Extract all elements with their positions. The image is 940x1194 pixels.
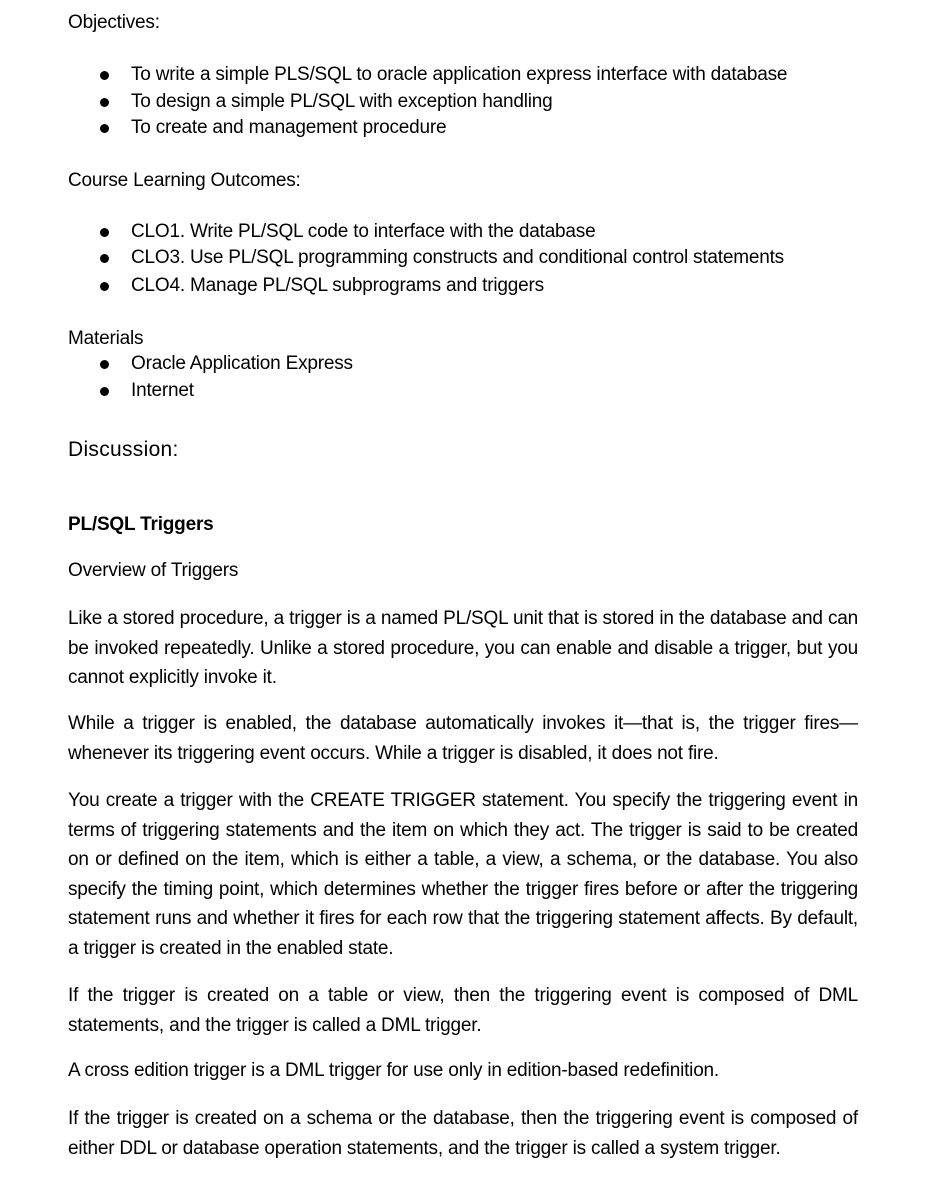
bullet-icon: [100, 387, 109, 396]
bullet-icon: [100, 71, 109, 80]
materials-item: Oracle Application Express: [131, 353, 353, 374]
discussion-heading: Discussion:: [68, 438, 179, 461]
objectives-heading: Objectives:: [68, 12, 160, 33]
bullet-icon: [100, 228, 109, 237]
objective-item: To write a simple PLS/SQL to oracle application express interface with database: [131, 64, 788, 85]
paragraph: A cross edition trigger is a DML trigger for use only in edition-based redefinition.: [68, 1060, 720, 1081]
paragraph: Like a stored procedure, a trigger is a named PL/SQL unit that is stored in the database and can be invoked repeatedly. Unlike a stored procedure, you can enable and disable a trigger, but you cannot explicitly invoke it.: [68, 608, 858, 688]
section-title: PL/SQL Triggers: [68, 514, 214, 535]
bullet-icon: [100, 124, 109, 133]
clo-item: CLO1. Write PL/SQL code to interface with the database: [131, 221, 596, 242]
paragraph: If the trigger is created on a schema or the database, then the triggering event is composed of either DDL or database operation statements, and the trigger is called a system trigger.: [68, 1108, 858, 1159]
materials-heading: Materials: [68, 328, 144, 349]
section-subtitle: Overview of Triggers: [68, 560, 239, 581]
clo-item: CLO4. Manage PL/SQL subprograms and triggers: [131, 275, 544, 296]
objective-item: To create and management procedure: [131, 117, 447, 138]
bullet-icon: [100, 282, 109, 291]
paragraph: You create a trigger with the CREATE TRIGGER statement. You specify the triggering event in terms of triggering statements and the item on which they act. The trigger is said to be created on or defined on the item, which is either a table, a view, a schema, or the database. You also specify the timing point, which determines whether the trigger fires before or after the triggering statement runs and whether it fires for each row that the triggering statement affects. By default, a trigger is created in the enabled state.: [68, 790, 858, 959]
paragraph: While a trigger is enabled, the database automatically invokes it—that is, the trigger fires— whenever its triggering event occurs. While a trigger is disabled, it does not fire.: [68, 713, 858, 764]
bullet-icon: [100, 254, 109, 263]
bullet-icon: [100, 98, 109, 107]
paragraph: If the trigger is created on a table or view, then the triggering event is composed of DML statements, and the trigger is called a DML trigger.: [68, 985, 858, 1036]
materials-item: Internet: [131, 380, 194, 401]
bullet-icon: [100, 360, 109, 369]
clo-heading: Course Learning Outcomes:: [68, 170, 301, 191]
clo-item: CLO3. Use PL/SQL programming constructs and conditional control statements: [131, 247, 784, 268]
objective-item: To design a simple PL/SQL with exception handling: [131, 91, 553, 112]
